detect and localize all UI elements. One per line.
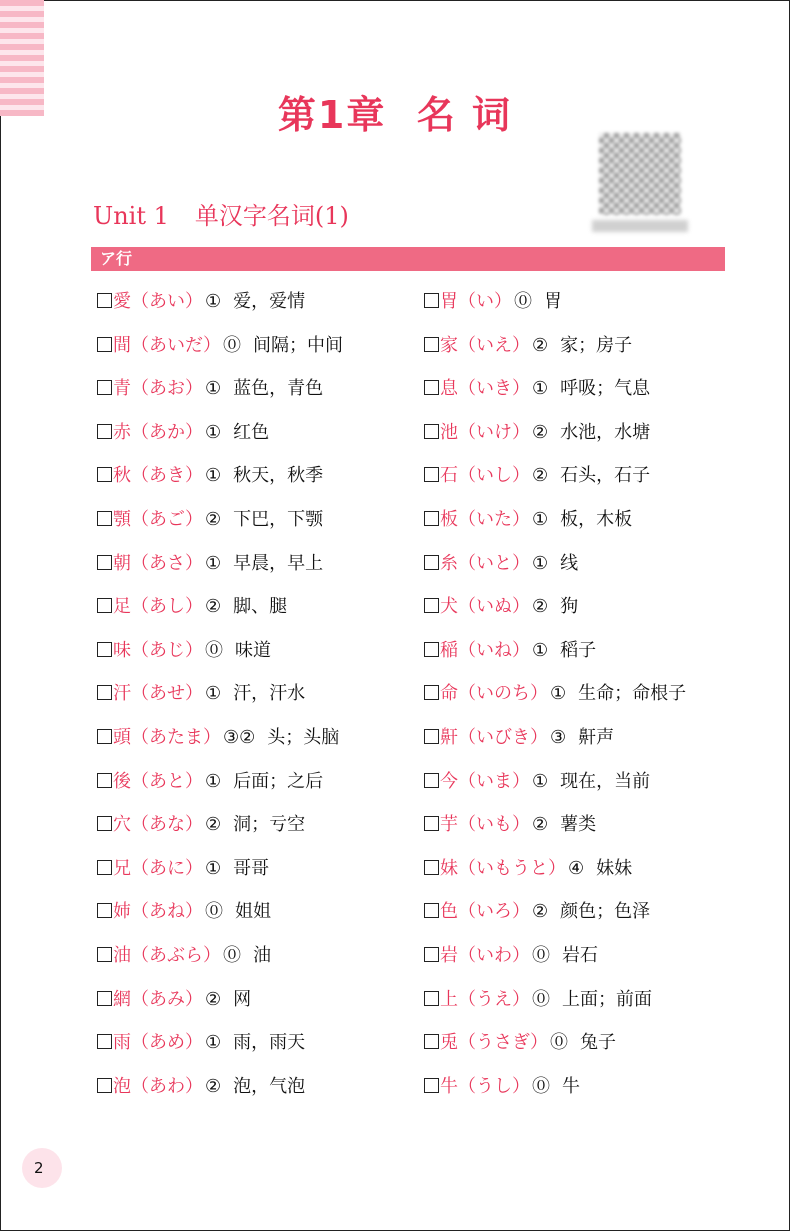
vocab-meaning: 后面；之后 (233, 770, 324, 792)
unit-label: Unit 1 (93, 202, 169, 230)
vocab-item (97, 760, 417, 804)
vocab-item (424, 716, 724, 760)
vocab-word: 石（いし） (440, 465, 530, 487)
accent-mark: ① (205, 1032, 222, 1054)
vocab-item (97, 890, 417, 934)
checkbox-icon[interactable] (97, 991, 112, 1006)
vocab-word: 油（あぶら） (113, 944, 221, 966)
checkbox-icon[interactable] (424, 816, 439, 831)
accent-mark: ⓪ (205, 901, 223, 923)
vocab-word: 顎（あご） (113, 508, 203, 530)
vocab-word: 網（あみ） (113, 988, 203, 1010)
accent-mark: ⓪ (223, 944, 241, 966)
vocab-word: 兄（あに） (113, 857, 203, 879)
vocab-meaning: 呼吸；气息 (560, 378, 651, 400)
vocab-word: 間（あいだ） (113, 334, 221, 356)
accent-mark: ② (205, 1075, 222, 1097)
checkbox-icon[interactable] (97, 903, 112, 918)
section-bar: ア行 (91, 247, 725, 271)
vocab-item (424, 498, 724, 542)
checkbox-icon[interactable] (97, 642, 112, 657)
qr-caption-blurred (592, 220, 688, 232)
vocab-item (424, 629, 724, 673)
vocab-item (97, 716, 417, 760)
checkbox-icon[interactable] (97, 598, 112, 613)
accent-mark: ② (532, 421, 549, 443)
vocab-item (424, 280, 724, 324)
accent-mark: ② (205, 814, 222, 836)
vocab-word: 今（いま） (440, 770, 530, 792)
vocab-word: 姉（あね） (113, 901, 203, 923)
vocab-item (424, 934, 724, 978)
accent-mark: ① (532, 552, 549, 574)
checkbox-icon[interactable] (97, 816, 112, 831)
vocab-meaning: 石头，石子 (560, 465, 651, 487)
accent-mark: ① (205, 683, 222, 705)
vocab-meaning: 秋天，秋季 (233, 465, 324, 487)
vocab-meaning: 板，木板 (560, 508, 633, 530)
vocab-word: 妹（いもうと） (440, 857, 566, 879)
vocab-item (97, 672, 417, 716)
vocab-item (97, 629, 417, 673)
vocab-meaning: 家；房子 (560, 334, 633, 356)
chapter-title: 第1章 名 词 (277, 93, 513, 137)
checkbox-icon[interactable] (424, 293, 439, 308)
checkbox-icon[interactable] (424, 467, 439, 482)
vocab-item (424, 890, 724, 934)
checkbox-icon[interactable] (97, 860, 112, 875)
vocab-word: 家（いえ） (440, 334, 530, 356)
vocab-word: 赤（あか） (113, 421, 203, 443)
checkbox-icon[interactable] (424, 685, 439, 700)
checkbox-icon[interactable] (424, 555, 439, 570)
checkbox-icon[interactable] (424, 991, 439, 1006)
accent-mark: ② (532, 814, 549, 836)
accent-mark: ⓪ (532, 1075, 550, 1097)
vocab-word: 色（いろ） (440, 901, 530, 923)
checkbox-icon[interactable] (97, 293, 112, 308)
accent-mark: ① (550, 683, 567, 705)
vocab-column-left (97, 280, 417, 1108)
vocab-meaning: 油 (253, 944, 271, 966)
accent-mark: ② (205, 988, 222, 1010)
vocab-word: 愛（あい） (113, 291, 203, 312)
checkbox-icon[interactable] (424, 380, 439, 395)
checkbox-icon[interactable] (424, 598, 439, 613)
vocab-meaning: 味道 (235, 639, 271, 661)
vocab-item (97, 280, 417, 324)
vocab-word: 汗（あせ） (113, 683, 203, 705)
vocab-word: 命（いのち） (440, 683, 548, 705)
vocab-meaning: 雨，雨天 (233, 1032, 306, 1054)
accent-mark: ① (532, 378, 549, 400)
checkbox-icon[interactable] (97, 555, 112, 570)
checkbox-icon[interactable] (97, 773, 112, 788)
vocab-item (424, 454, 724, 498)
vocab-item (97, 411, 417, 455)
checkbox-icon[interactable] (97, 1034, 112, 1049)
vocab-item (97, 1065, 417, 1109)
vocab-meaning: 脚、腿 (233, 596, 288, 618)
checkbox-icon[interactable] (97, 947, 112, 962)
checkbox-icon[interactable] (424, 1034, 439, 1049)
vocab-item (97, 585, 417, 629)
vocab-word: 青（あお） (113, 378, 203, 400)
vocab-item (97, 367, 417, 411)
unit-title: 单汉字名词(1) (194, 202, 349, 230)
vocab-item (97, 1021, 417, 1065)
accent-mark: ⓪ (205, 639, 223, 661)
vocab-word: 稲（いね） (440, 639, 530, 661)
vocab-item (97, 934, 417, 978)
vocab-word: 雨（あめ） (113, 1032, 203, 1054)
vocab-word: 後（あと） (113, 770, 203, 792)
vocab-item (424, 978, 724, 1022)
vocab-meaning: 狗 (560, 596, 579, 618)
vocab-item (97, 454, 417, 498)
checkbox-icon[interactable] (97, 380, 112, 395)
vocab-meaning: 胃 (544, 291, 562, 312)
vocab-word: 足（あし） (113, 596, 203, 618)
vocab-meaning: 泡，气泡 (233, 1075, 306, 1097)
qr-code-icon (599, 133, 681, 215)
vocab-meaning: 姐姐 (235, 901, 271, 923)
accent-mark: ② (205, 508, 222, 530)
vocab-meaning: 颜色；色泽 (560, 901, 651, 923)
vocab-meaning: 牛 (562, 1075, 580, 1097)
checkbox-icon[interactable] (97, 729, 112, 744)
checkbox-icon[interactable] (97, 424, 112, 439)
checkbox-icon[interactable] (424, 729, 439, 744)
vocab-meaning: 早晨，早上 (233, 552, 324, 574)
vocab-word: 息（いき） (440, 378, 530, 400)
vocab-meaning: 蓝色，青色 (233, 378, 324, 400)
vocab-meaning: 鼾声 (578, 726, 615, 748)
vocab-meaning: 汗，汗水 (233, 683, 306, 705)
checkbox-icon[interactable] (424, 773, 439, 788)
vocab-item (424, 585, 724, 629)
vocab-meaning: 下巴，下颚 (233, 508, 324, 530)
accent-mark: ③ (550, 726, 567, 748)
page-number: 2 (22, 1148, 62, 1188)
vocab-meaning: 水池，水塘 (560, 421, 651, 443)
accent-mark: ① (205, 291, 222, 312)
accent-mark: ⓪ (532, 944, 550, 966)
unit-heading (93, 196, 349, 231)
vocab-meaning: 现在，当前 (560, 770, 651, 792)
vocab-meaning: 上面；前面 (562, 988, 652, 1010)
vocab-item (97, 978, 417, 1022)
checkbox-icon[interactable] (97, 337, 112, 352)
vocab-meaning: 头；头脑 (267, 726, 340, 748)
checkbox-icon[interactable] (424, 337, 439, 352)
accent-mark: ① (205, 465, 222, 487)
accent-mark: ② (532, 465, 549, 487)
accent-mark: ① (532, 770, 549, 792)
accent-mark: ② (532, 596, 549, 618)
accent-mark: ① (205, 421, 222, 443)
vocab-word: 池（いけ） (440, 421, 530, 443)
vocab-item (424, 847, 724, 891)
vocab-meaning: 生命；命根子 (578, 683, 687, 705)
vocab-word: 鼾（いびき） (440, 726, 548, 748)
vocab-meaning: 爱，爱情 (233, 291, 306, 312)
vocab-item (424, 1021, 724, 1065)
vocab-word: 頭（あたま） (113, 726, 221, 748)
vocab-meaning: 稻子 (560, 639, 597, 661)
checkbox-icon[interactable] (97, 685, 112, 700)
vocab-word: 岩（いわ） (440, 944, 530, 966)
checkbox-icon[interactable] (424, 947, 439, 962)
checkbox-icon[interactable] (424, 1078, 439, 1093)
vocab-meaning: 线 (560, 552, 579, 574)
accent-mark: ① (532, 508, 549, 530)
vocab-word: 芋（いも） (440, 814, 530, 836)
vocab-item (424, 672, 724, 716)
vocab-meaning: 岩石 (562, 944, 598, 966)
vocab-word: 味（あじ） (113, 639, 203, 661)
accent-mark: ① (532, 639, 549, 661)
vocab-word: 板（いた） (440, 508, 530, 530)
vocab-item (424, 367, 724, 411)
vocab-meaning: 间隔；中间 (253, 334, 343, 356)
vocab-item (97, 847, 417, 891)
checkbox-icon[interactable] (97, 467, 112, 482)
vocab-word: 泡（あわ） (113, 1075, 203, 1097)
vocab-word: 兎（うさぎ） (440, 1032, 548, 1054)
accent-mark: ③② (223, 726, 256, 748)
vocab-meaning: 网 (233, 988, 252, 1010)
vocab-word: 糸（いと） (440, 552, 530, 574)
accent-mark: ① (205, 552, 222, 574)
vocab-item (424, 324, 724, 368)
vocab-item (97, 542, 417, 586)
vocab-meaning: 红色 (233, 421, 270, 443)
vocab-word: 牛（うし） (440, 1075, 530, 1097)
checkbox-icon[interactable] (424, 511, 439, 526)
vocab-item (97, 803, 417, 847)
vocab-meaning: 薯类 (560, 814, 597, 836)
checkbox-icon[interactable] (424, 424, 439, 439)
accent-mark: ② (205, 596, 222, 618)
accent-mark: ① (205, 378, 222, 400)
vocab-item (424, 542, 724, 586)
accent-mark: ② (532, 334, 549, 356)
vocab-meaning: 兔子 (580, 1032, 616, 1054)
accent-mark: ⓪ (514, 291, 532, 312)
accent-mark: ⓪ (550, 1032, 568, 1054)
accent-mark: ④ (568, 857, 585, 879)
vocab-meaning: 哥哥 (233, 857, 270, 879)
checkbox-icon[interactable] (424, 860, 439, 875)
vocab-word: 胃（い） (440, 291, 512, 312)
vocab-item (97, 498, 417, 542)
vocab-item (424, 803, 724, 847)
vocab-item (424, 1065, 724, 1109)
vocab-word: 犬（いぬ） (440, 596, 530, 618)
vocab-item (424, 760, 724, 804)
vocab-column-right (424, 280, 724, 1108)
accent-mark: ① (205, 857, 222, 879)
accent-mark: ⓪ (223, 334, 241, 356)
checkbox-icon[interactable] (97, 1078, 112, 1093)
accent-mark: ⓪ (532, 988, 550, 1010)
vocab-meaning: 妹妹 (596, 857, 633, 879)
checkbox-icon[interactable] (424, 642, 439, 657)
vocab-word: 上（うえ） (440, 988, 530, 1010)
vocab-meaning: 洞；亏空 (233, 814, 306, 836)
vocab-word: 朝（あさ） (113, 552, 203, 574)
checkbox-icon[interactable] (424, 903, 439, 918)
vocab-word: 穴（あな） (113, 814, 203, 836)
accent-mark: ② (532, 901, 549, 923)
vocab-word: 秋（あき） (113, 465, 203, 487)
vocab-item (97, 324, 417, 368)
checkbox-icon[interactable] (97, 511, 112, 526)
accent-mark: ① (205, 770, 222, 792)
vocab-item (424, 411, 724, 455)
